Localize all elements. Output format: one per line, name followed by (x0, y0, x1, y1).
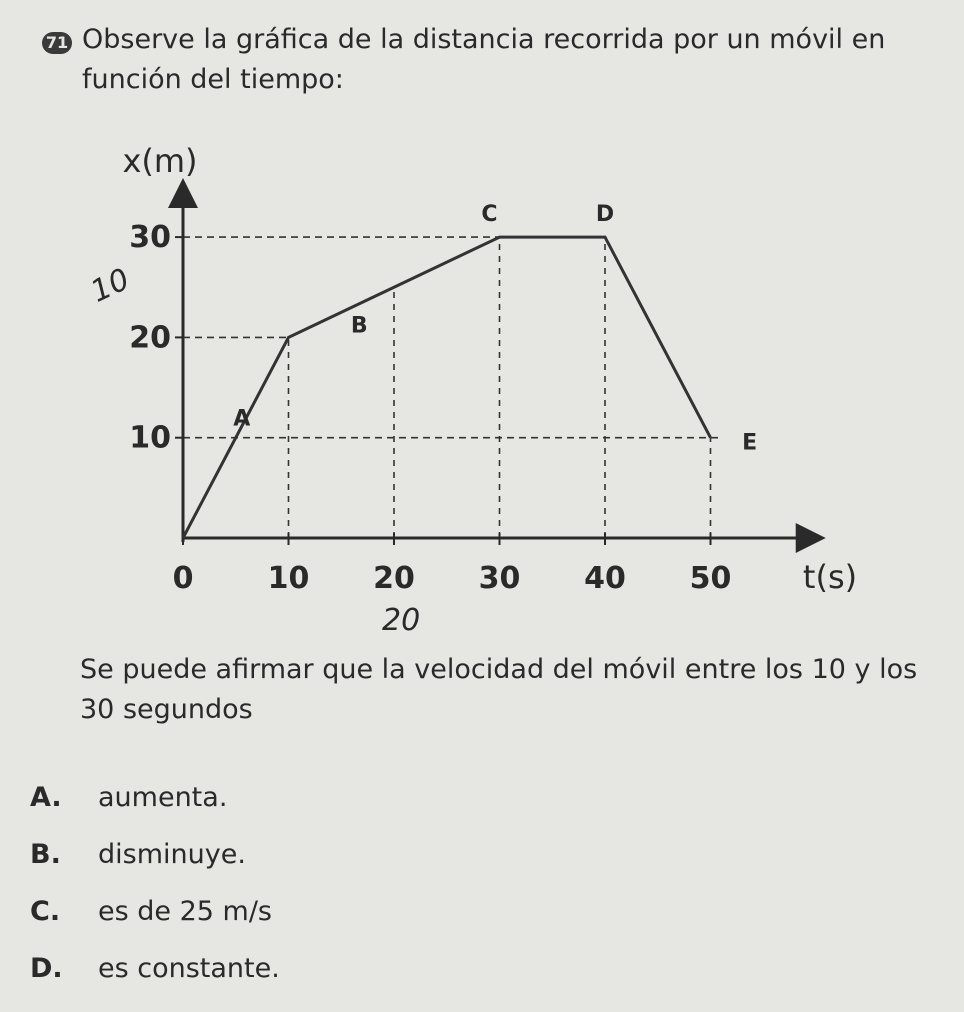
option-c[interactable] (30, 892, 280, 949)
y-tick-label: 10 (129, 420, 171, 456)
option-letter: D. (30, 953, 63, 984)
data-line (183, 237, 711, 538)
x-tick-label: 30 (478, 561, 521, 596)
x-axis-label: t(s) (802, 558, 858, 596)
question-prompt: Observe la gráfica de la distancia recorrida por un móvil en función del tiempo: (82, 24, 886, 95)
question-number-badge: 71 (42, 32, 72, 54)
x-tick-label: 20 (373, 561, 415, 596)
distance-time-graph (0, 130, 964, 650)
y-tick-label: 30 (129, 220, 171, 256)
question-text: Se puede afirmar que la velocidad del móvil entre los 10 y los 30 segundos (80, 654, 918, 725)
option-text: disminuye. (98, 839, 246, 870)
answer-options (30, 778, 280, 1006)
option-text: es de 25 m/s (98, 896, 272, 927)
option-letter: B. (30, 839, 61, 870)
x-tick-label: 50 (689, 561, 732, 596)
option-text: es constante. (98, 953, 280, 984)
y-axis-label: x(m) (122, 142, 198, 180)
y-tick-label: 20 (129, 320, 171, 356)
point-label: B (350, 313, 368, 339)
point-label: D (595, 202, 615, 228)
handwritten-note: 10 (85, 261, 135, 310)
option-letter: C. (30, 896, 61, 927)
option-b[interactable] (30, 835, 280, 892)
option-a[interactable] (30, 778, 280, 835)
option-d[interactable] (30, 949, 280, 1006)
option-letter: A. (30, 782, 62, 813)
x-tick-label: 10 (267, 561, 310, 596)
point-label: A (233, 406, 251, 432)
point-label: C (481, 202, 498, 228)
handwritten-note: 20 (382, 603, 421, 638)
x-tick-label: 0 (172, 561, 194, 596)
x-tick-label: 40 (584, 561, 626, 596)
point-label: E (742, 430, 758, 456)
option-text: aumenta. (98, 782, 228, 813)
